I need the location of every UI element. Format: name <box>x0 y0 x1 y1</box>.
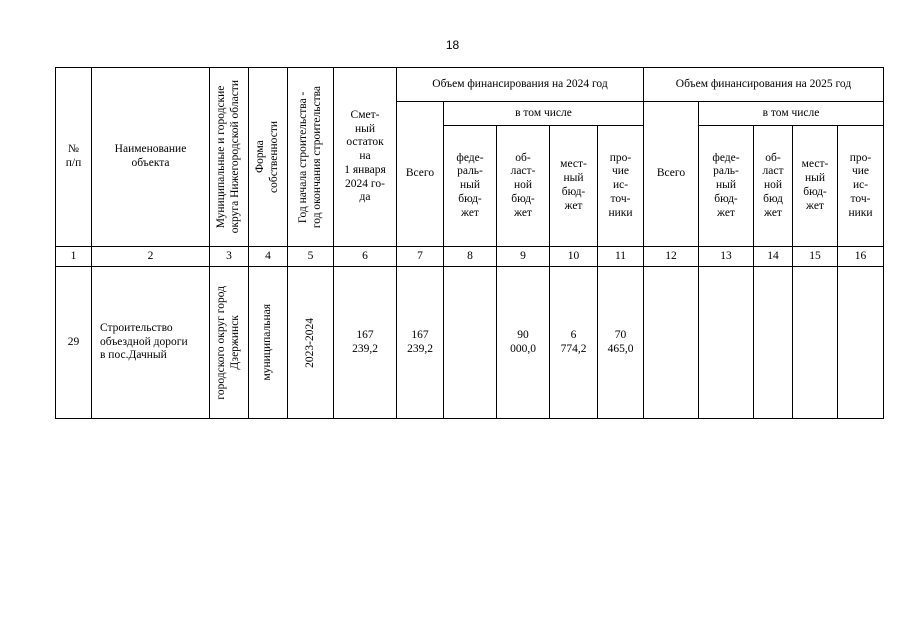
row-loc-2024: 6 774,2 <box>550 267 598 419</box>
column-number: 8 <box>444 247 497 267</box>
header-loc-2024: мест- ный бюд- жет <box>550 126 598 247</box>
column-number: 7 <box>397 247 444 267</box>
header-group-2024: Объем финансирования на 2024 год <box>397 68 644 102</box>
header-reg-2025: об- ласт ной бюд жет <box>754 126 793 247</box>
header-oth-2025: про- чие ис- точ- ники <box>838 126 884 247</box>
row-object-name: Строительство объездной дороги в пос.Дачный <box>92 267 210 419</box>
column-number: 5 <box>288 247 334 267</box>
column-number: 11 <box>598 247 644 267</box>
header-loc-2025: мест- ный бюд- жет <box>793 126 838 247</box>
column-number-row <box>56 247 884 267</box>
row-fed-2025 <box>699 267 754 419</box>
page-number: 18 <box>445 38 460 52</box>
header-group-2025: Объем финансирования на 2025 год <box>644 68 884 102</box>
row-municipal <box>210 267 249 419</box>
column-number: 10 <box>550 247 598 267</box>
row-total-2024: 167 239,2 <box>397 267 444 419</box>
column-number: 13 <box>699 247 754 267</box>
column-number: 1 <box>56 247 92 267</box>
row-years-text: 2023-2024 <box>303 317 316 368</box>
row-ownership <box>249 267 288 419</box>
row-oth-2024: 70 465,0 <box>598 267 644 419</box>
row-num: 29 <box>56 267 92 419</box>
row-ownership-text: муниципальная <box>261 304 274 381</box>
header-municipal <box>210 68 249 247</box>
column-number: 12 <box>644 247 699 267</box>
row-loc-2025 <box>793 267 838 419</box>
header-balance: Смет- ный остаток на 1 января 2024 го- да <box>334 68 397 247</box>
header-reg-2024: об- ласт- ной бюд- жет <box>497 126 550 247</box>
column-number: 9 <box>497 247 550 267</box>
row-oth-2025 <box>838 267 884 419</box>
header-num: № п/п <box>56 68 92 247</box>
header-total-2025: Всего <box>644 102 699 247</box>
row-fed-2024 <box>444 267 497 419</box>
row-total-2025 <box>644 267 699 419</box>
column-number: 6 <box>334 247 397 267</box>
header-row-1 <box>56 68 884 102</box>
column-number: 16 <box>838 247 884 267</box>
header-years <box>288 68 334 247</box>
column-number: 2 <box>92 247 210 267</box>
header-object-name: Наименование объекта <box>92 68 210 247</box>
row-reg-2024: 90 000,0 <box>497 267 550 419</box>
header-incl-2024: в том числе <box>444 102 644 126</box>
row-balance: 167 239,2 <box>334 267 397 419</box>
table-row <box>56 267 884 419</box>
header-oth-2024: про- чие ис- точ- ники <box>598 126 644 247</box>
row-municipal-text: городского округ город Дзержинск <box>215 285 241 400</box>
row-reg-2025 <box>754 267 793 419</box>
header-incl-2025: в том числе <box>699 102 884 126</box>
header-fed-2025: феде- раль- ный бюд- жет <box>699 126 754 247</box>
column-number: 3 <box>210 247 249 267</box>
header-years-text: Год начала строительства - год окончания строительства <box>296 85 323 229</box>
header-municipal-text: Муниципальные и городские округа Нижегородской области <box>215 80 241 234</box>
header-ownership-text: Форма собственности <box>254 121 280 193</box>
column-number: 14 <box>754 247 793 267</box>
row-years <box>288 267 334 419</box>
column-number: 15 <box>793 247 838 267</box>
header-total-2024: Всего <box>397 102 444 247</box>
header-fed-2024: феде- раль- ный бюд- жет <box>444 126 497 247</box>
column-number: 4 <box>249 247 288 267</box>
header-ownership <box>249 68 288 247</box>
financing-table <box>55 67 884 419</box>
